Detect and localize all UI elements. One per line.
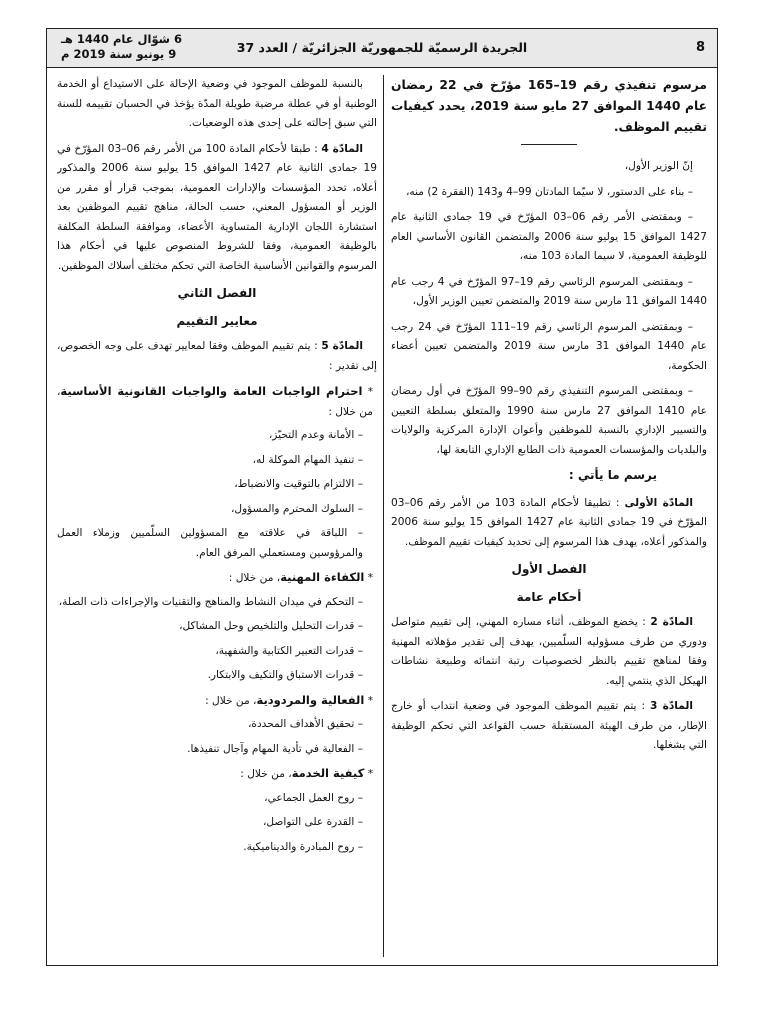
chapter-1-title: أحكام عامة	[516, 589, 582, 604]
criterion-4-title: كيفية الخدمة	[291, 766, 365, 780]
chapter-2-title: معايير التقييم	[176, 313, 258, 328]
decrees-line: يرسم ما يأتي :	[568, 468, 657, 482]
criterion-2: * الكفاءة المهنية، من خلال :	[228, 570, 373, 584]
intro-paragraph: بالنسبة للموظف الموجود في وضعية الإحالة على الاستيداع أو الخدمة الوطنية أو في عطلة مرضية طويلة المدّة يؤخذ في الحسبان تقييمه للسنة التي سبق إحالته على إحدى هذه الوضعيات.	[57, 78, 377, 129]
article-5	[57, 337, 377, 376]
list-item: – روح المبادرة والديناميكية.	[243, 840, 363, 853]
article-2-text: : يخضع الموظف، أثناء مساره المهني، إلى تقييم متواصل ودوري من طرف مسؤوليه السلّميين، يهدف إلى تقدير مؤهلاته المهنية وفقا لمناهج تقييم بالنظر لخصوصيات رتبة انتمائه وطبيعة نشاطات الهيكل الذي ينتمي إليه.	[391, 616, 707, 687]
left-column	[57, 75, 377, 959]
criterion-4: * كيفية الخدمة، من خلال :	[240, 766, 373, 780]
title-rule	[521, 144, 577, 145]
article-1-label: المادّة الأولى	[624, 496, 693, 509]
gazette-page	[46, 28, 718, 966]
criterion-3: * الفعالية والمردودية، من خلال :	[205, 692, 373, 707]
consideration-3: – وبمقتضى المرسوم الرئاسي رقم 19–97 المؤرّخ في 4 رجب عام 1440 الموافق 11 مارس سنة 2019 والمتضمن تعيين الوزير الأول،	[391, 275, 707, 307]
consideration-5: – وبمقتضى المرسوم التنفيذي رقم 90–99 المؤرّخ في أول رمضان عام 1410 الموافق 27 مارس سنة 1990 والمتعلق بسلطة التعيين والتسيير الإداري بالنسبة للموظفين وأعوان الإدارة المركزية والولايات والبلديات والمؤسسات العمومية ذات الطابع الإداري التابعة لها،	[391, 385, 707, 456]
article-2	[391, 613, 707, 691]
criterion-1: * احترام الواجبات العامة والواجبات القانونية الأساسية، من خلال :	[57, 384, 374, 418]
article-1	[391, 494, 707, 553]
list-item: – القدرة على التواصل،	[262, 816, 363, 828]
list-item: – قدرات التعبير الكتابية والشفهية،	[215, 644, 363, 657]
gazette-title: الجريدة الرسميّة للجمهوريّة الجزائريّة / العدد 37	[236, 40, 528, 55]
article-5-text: : يتم تقييم الموظف وفقا لمعايير تهدف على وجه الخصوص، إلى تقدير :	[57, 340, 377, 372]
page-header	[47, 29, 717, 68]
article-3-text: : يتم تقييم الموظف الموجود في وضعية انتداب أو خارج الإطار، من طرف الهيئة المستقبلة حسب القواعد التي تحكم الوظيفة التي يشغلها.	[391, 700, 707, 751]
list-item: – التحكم في ميدان النشاط والمناهج والتقنيات والإجراءات ذات الصلة،	[58, 595, 363, 608]
criterion-3-title: الفعالية والمردودية	[256, 692, 365, 707]
criterion-1-suffix: ، من خلال :	[57, 386, 373, 418]
list-item: – الأمانة وعدم التحيّز،	[268, 429, 363, 441]
decree-title: مرسوم تنفيذي رقم 19–165 مؤرّخ في 22 رمضان عام 1440 الموافق 27 مايو سنة 2019، يحدد كيفيات تقييم الموظف.	[391, 78, 707, 134]
list-item: – السلوك المحترم والمسؤول،	[230, 502, 363, 515]
column-divider	[383, 75, 384, 957]
issue-date	[61, 32, 182, 62]
criterion-4-suffix: ، من خلال :	[240, 768, 292, 780]
criterion-2-title: الكفاءة المهنية	[280, 570, 365, 584]
article-1-text: : تطبيقا لأحكام المادة 103 من الأمر رقم 06–03 المؤرّخ في 19 جمادى الثانية عام 1427 الموافق 15 يوليو سنة 2006 والمذكور أعلاه، يهدف هذا المرسوم إلى تحديد كيفيات تقييم الموظف.	[391, 496, 707, 548]
list-item: – الفعالية في تأدية المهام وآجال تنفيذها.	[187, 742, 363, 755]
minister-line: إنّ الوزير الأول،	[624, 160, 693, 172]
criterion-2-suffix: ، من خلال :	[228, 572, 281, 584]
list-item: – قدرات التحليل والتلخيص وحل المشاكل،	[179, 620, 363, 632]
criterion-3-suffix: ، من خلال :	[205, 694, 257, 707]
list-item: – الالتزام بالتوقيت والانضباط،	[234, 478, 363, 490]
criterion-1-title: احترام الواجبات العامة والواجبات القانونية الأساسية	[60, 384, 363, 398]
article-4-label: المادّة 4	[321, 142, 363, 155]
article-3	[391, 697, 707, 756]
article-4	[57, 140, 377, 277]
consideration-4: – وبمقتضى المرسوم الرئاسي رقم 19–111 المؤرّخ في 24 رجب عام 1440 الموافق 31 مارس سنة 2019 والمتضمن تعيين أعضاء الحكومة،	[391, 320, 707, 372]
consideration-2: – وبمقتضى الأمر رقم 06–03 المؤرّخ في 19 جمادى الثانية عام 1427 الموافق 15 يوليو سنة 2006 والمتضمن القانون الأساسي العام للوظيفة العمومية، لا سيما المادة 103 منه،	[391, 211, 707, 262]
list-item: – روح العمل الجماعي،	[264, 791, 363, 804]
page-number: 8	[695, 40, 705, 55]
article-2-label: المادّة 2	[650, 616, 693, 628]
date-gregorian: 9 يونيو سنة 2019 م	[61, 47, 177, 61]
list-item: – تحقيق الأهداف المحددة،	[247, 718, 363, 730]
chapter-1-heading: الفصل الأول	[511, 562, 587, 576]
list-item: – اللباقة في علاقته مع المسؤولين السلّميين وزملاء العمل والمرؤوسين ومستعملي المرفق العام.	[57, 527, 363, 559]
article-5-label: المادّة 5	[321, 340, 363, 352]
chapter-2-heading: الفصل الثاني	[177, 286, 257, 300]
right-column	[391, 75, 707, 959]
date-hijri: 6 شوّال عام 1440 هـ	[61, 32, 183, 46]
list-item: – تنفيذ المهام الموكلة له،	[252, 453, 363, 466]
article-4-text: : طبقا لأحكام المادة 100 من الأمر رقم 06–03 المؤرّخ في 19 جمادى الثانية عام 1427 الموافق 15 يوليو سنة 2006 والمذكور أعلاه، تحدد المؤسسات والإدارات العمومية، بموجب قرار أو مقرر من الوزير أو المسؤول المعني، حسب الحالة، مناهج تقييم الموظفين بعد استشارة اللجان الإدارية المتساوية الأعضاء، وموافقة السلطة المكلفة بالوظيفة العمومية، وفقا للشروط المنصوص عليها في أحكام هذا المرسوم والقوانين الأساسية الخاصة التي تحكم مختلف أسلاك الموظفين.	[57, 142, 377, 272]
article-3-label: المادّة 3	[649, 700, 693, 712]
consideration-1: – بناء على الدستور، لا سيّما المادتان 99–4 و143 (الفقرة 2) منه،	[406, 185, 693, 198]
list-item: – قدرات الاستباق والتكيف والابتكار.	[207, 669, 363, 681]
